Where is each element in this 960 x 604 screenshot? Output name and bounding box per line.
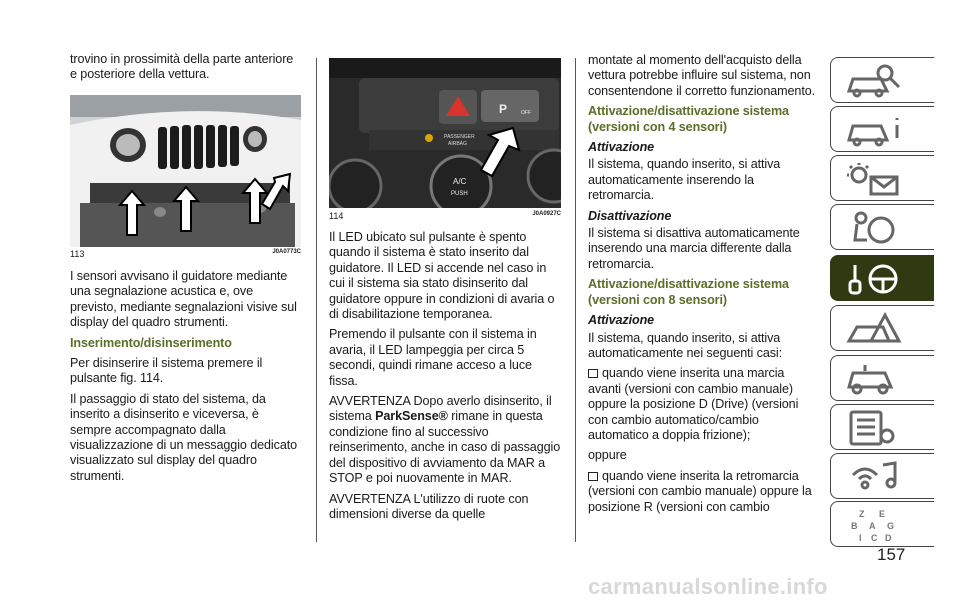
technical-data-icon: [845, 410, 905, 446]
car-info-icon: [845, 112, 905, 148]
section-heading-4-sensors: Attivazione/disattivazione sistema (versioni con 4 sensori): [588, 104, 789, 134]
multimedia-icon: [845, 459, 905, 495]
section-heading-8-sensors: Attivazione/disattivazione sistema (versioni con 8 sensori): [588, 277, 789, 307]
state-change-paragraph: Il passaggio di stato del sistema, da inserito a disinserito e viceversa, è sempre accompagnato dalla visualizzazione di un messaggio dedicato visualizzato sul display del quadro strumenti.: [70, 391, 298, 483]
safety-airbag-icon: [845, 210, 905, 246]
bullet-square-icon: [588, 369, 598, 378]
bullet-square-icon: [588, 472, 598, 481]
steering-wheel-key-icon: [845, 261, 905, 297]
bullet-item-1: quando viene inserita una marcia avanti (versioni con cambio manuale) oppure la posizione D (Drive) (versioni con cambio automatico/cambio automatico a doppia frizione);: [588, 366, 799, 442]
svg-text:B: B: [851, 521, 858, 531]
airbag-label: AIRBAG: [448, 141, 467, 147]
oppure-text: oppure: [588, 448, 627, 463]
activation-paragraph-1: Il sistema, quando inserito, si attiva automaticamente inserendo la retromarcia.: [588, 157, 781, 203]
column-3: [588, 53, 820, 520]
alphabetical-index-icon: [845, 507, 905, 543]
parksense-brand: ParkSense®: [375, 409, 448, 424]
watermark: carmanualsonline.info: [588, 574, 828, 599]
figure-114-code: J0A0927C: [532, 211, 561, 217]
disable-paragraph: Per disinserire il sistema premere il pulsante fig. 114.: [70, 356, 263, 386]
intro-text: trovino in prossimità della parte anteriore e posteriore della vettura.: [70, 52, 294, 82]
subheading-disattivazione: Disattivazione: [588, 208, 672, 223]
car-service-icon: [845, 361, 905, 397]
parksense-p-label: P: [499, 102, 508, 116]
figure-114-parksense-button: [329, 58, 561, 208]
activation-paragraph-2: Il sistema, quando inserito, si attiva automaticamente nei seguenti casi:: [588, 330, 783, 360]
figure-113-caption: [70, 249, 301, 259]
figure-114-number: 114: [329, 211, 344, 221]
tab-car-info[interactable]: [830, 106, 934, 152]
breakdown-warning-icon: [845, 311, 905, 347]
figure-113-number: 113: [70, 249, 85, 259]
ac-label: A/C: [453, 177, 467, 186]
column-2: [329, 230, 561, 527]
deactivation-paragraph: Il sistema si disattiva automaticamente inserendo una marcia differente dalla retromarcia.: [588, 226, 800, 271]
warning-lights-icon: [845, 161, 905, 197]
column-divider-2: [575, 58, 576, 542]
car-search-icon: [845, 63, 905, 99]
tab-car-search[interactable]: [830, 57, 934, 103]
press-button-paragraph: Premendo il pulsante con il sistema in avaria, il LED lampeggia per circa 5 secondi, quindi rimane acceso a luce fissa.: [329, 327, 537, 388]
tab-safety[interactable]: [830, 204, 934, 250]
section-heading-inserimento: Inserimento/disinserimento: [70, 335, 232, 350]
wheels-paragraph: montate al momento dell'acquisto della vettura potrebbe influire sul sistema, non consentendone il corretto funzionamento.: [588, 53, 816, 98]
tab-emergency[interactable]: [830, 305, 934, 351]
svg-text:E: E: [879, 509, 886, 519]
figure-114-caption: [329, 211, 561, 221]
column-divider-1: [316, 58, 317, 542]
svg-text:C: C: [871, 533, 878, 543]
subheading-attivazione-1: Attivazione: [588, 140, 655, 155]
tab-multimedia[interactable]: [830, 453, 934, 499]
svg-text:A: A: [869, 521, 876, 531]
off-label: OFF: [521, 110, 531, 116]
column-1-body: [70, 269, 302, 489]
led-paragraph: Il LED ubicato sul pulsante è spento quando il sistema è stato inserito dal guidatore. Il LED si accende nel caso in cui il sistema sia stato disinserito dal guidatore oppure in condizioni di avaria o di disabilitazione temporanea.: [329, 230, 555, 322]
tab-service[interactable]: [830, 355, 934, 401]
svg-text:I: I: [859, 533, 862, 543]
svg-text:Z: Z: [859, 509, 865, 519]
svg-text:D: D: [885, 533, 892, 543]
passenger-label: PASSENGER: [444, 134, 475, 140]
tab-warning-lights[interactable]: [830, 155, 934, 201]
tab-starting-driving[interactable]: [830, 255, 934, 301]
warning-paragraph-2: AVVERTENZA L'utilizzo di ruote con dimensioni diverse da quelle: [329, 491, 529, 521]
tab-index[interactable]: [830, 501, 934, 547]
svg-text:G: G: [887, 521, 895, 531]
tab-technical-data[interactable]: [830, 404, 934, 450]
page-number: 157: [877, 545, 906, 564]
column-1: [70, 52, 302, 88]
push-label: PUSH: [451, 191, 468, 197]
warning-paragraph-1: AVVERTENZA Dopo averlo disinserito, il sistema ParkSense® rimane in questa condizione fino al successivo reinserimento, anche in caso di passaggio del dispositivo di avviamento da MAR a STOP e poi nuovamente in MAR.: [329, 394, 561, 486]
bullet-item-2: quando viene inserita la retromarcia (versioni con cambio manuale) oppure la posizione R (versioni con cambio: [588, 468, 812, 514]
sensors-paragraph: I sensori avvisano il guidatore mediante una segnalazione acustica e, ove previsto, mediante segnalazioni visive sul display del quadro strumenti.: [70, 269, 297, 330]
figure-113-jeep-front: [70, 95, 301, 247]
subheading-attivazione-2: Attivazione: [588, 313, 655, 328]
figure-113-code: J0A0773C: [272, 249, 301, 255]
